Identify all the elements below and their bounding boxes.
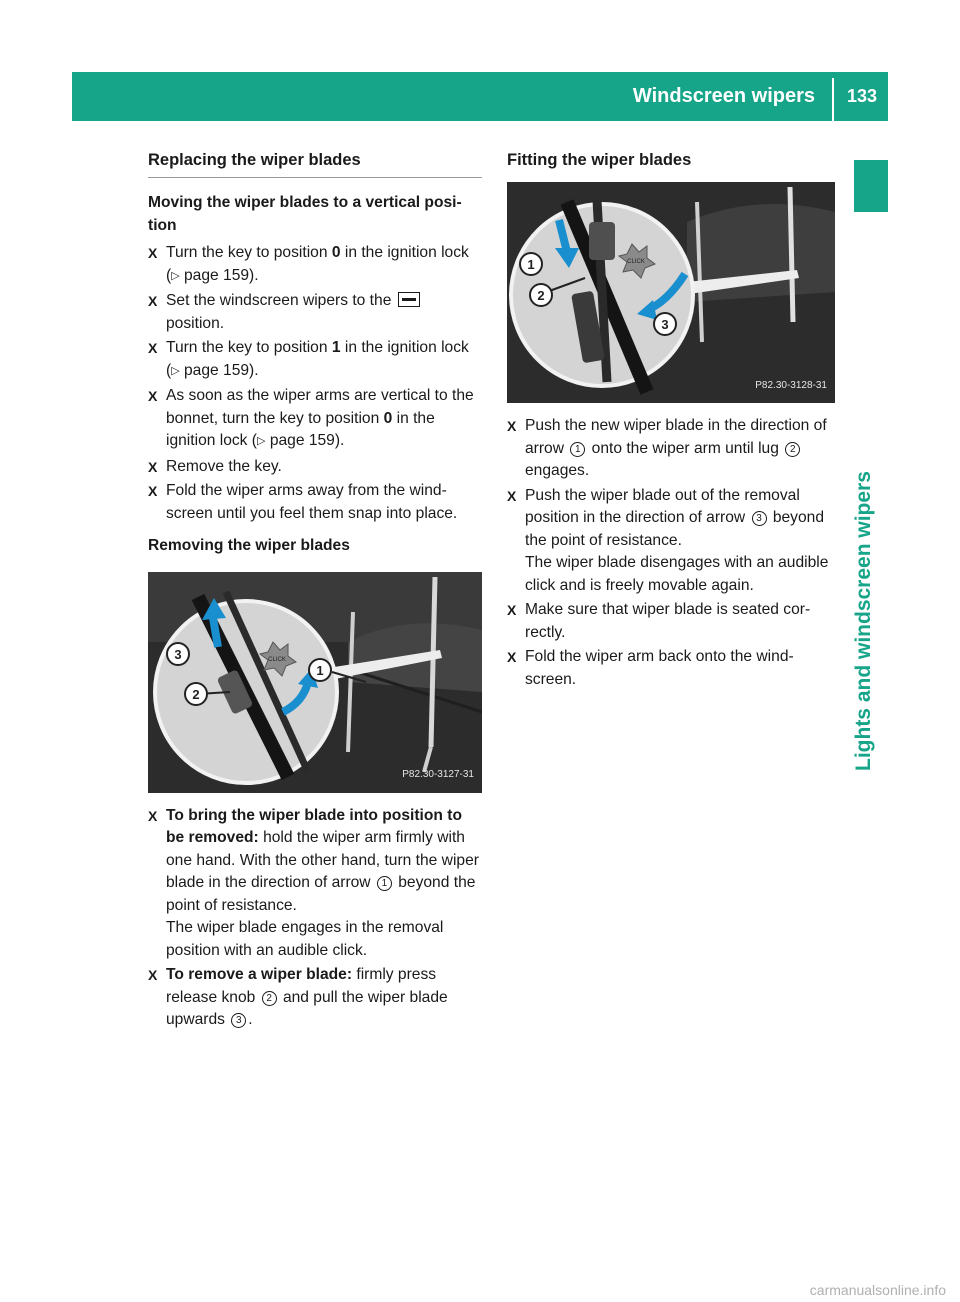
callout-3-inline: 3 bbox=[752, 511, 767, 526]
position-value: 1 bbox=[331, 339, 341, 356]
page-ref-link[interactable]: page 159). bbox=[179, 266, 259, 284]
step-remove-key: X Remove the key. bbox=[148, 456, 482, 479]
step-text: hold the wiper arm firmly with one hand. With the other hand, turn the wiper blade in the direction of arrow bbox=[166, 829, 479, 891]
page-ref-icon: ▷ bbox=[171, 364, 180, 377]
callout-3: 3 bbox=[661, 317, 669, 332]
figure-id: P82.30-3128-31 bbox=[755, 379, 827, 391]
step-bold: To bring the wiper blade into position to be removed: bbox=[166, 806, 462, 846]
callout-2: 2 bbox=[537, 288, 545, 303]
callout-3-inline: 3 bbox=[231, 1013, 246, 1028]
step-text: onto the wiper arm until lug bbox=[587, 439, 784, 457]
step-note: The wiper blade engages in the removal position with an audible click. bbox=[166, 919, 444, 959]
step-text: Turn the key to position bbox=[166, 339, 332, 356]
removing-heading: Removing the wiper blades bbox=[148, 537, 350, 554]
step-key-position-0 bbox=[148, 242, 482, 288]
step-note: The wiper blade disengages with an audible click and is freely movable again. bbox=[525, 554, 829, 594]
header-divider bbox=[832, 78, 834, 121]
step-key-position-1 bbox=[148, 337, 482, 383]
step-text: position. bbox=[166, 314, 225, 332]
vertical-heading: Moving the wiper blades to a vertical posi-tion bbox=[148, 194, 462, 234]
header-title: Windscreen wipers bbox=[632, 85, 815, 107]
step-text: Set the windscreen wipers to the bbox=[166, 292, 396, 309]
callout-2-inline: 2 bbox=[262, 991, 277, 1006]
step-push-new-blade bbox=[507, 415, 835, 483]
step-fold-back: X Fold the wiper arm back onto the wind-screen. bbox=[507, 646, 835, 691]
fitting-heading: Fitting the wiper blades bbox=[507, 151, 692, 169]
position-value: 0 bbox=[331, 244, 341, 261]
page-ref-link[interactable]: page 159). bbox=[265, 432, 345, 449]
footer-url[interactable]: carmanualsonline.info bbox=[809, 1282, 946, 1298]
step-text: in the ignition lock ( bbox=[166, 244, 469, 284]
callout-1: 1 bbox=[316, 662, 324, 678]
page-ref-icon: ▷ bbox=[171, 269, 180, 282]
step-text: As soon as the wiper arms are vertical to the bonnet, turn the key to position bbox=[166, 387, 474, 427]
position-value: 0 bbox=[383, 409, 393, 427]
step-text: . bbox=[248, 1011, 253, 1028]
step-bold: To remove a wiper blade: bbox=[166, 966, 353, 983]
callout-1-inline: 1 bbox=[377, 876, 392, 891]
callout-1: 1 bbox=[527, 257, 535, 272]
removing-illustration bbox=[148, 572, 482, 793]
fitting-illustration bbox=[507, 182, 835, 403]
step-text: Push the new wiper blade in the direction of arrow bbox=[525, 417, 827, 457]
callout-2: 2 bbox=[192, 686, 200, 702]
step-text: engages. bbox=[525, 462, 590, 479]
step-text: firmly press release knob bbox=[166, 966, 437, 1006]
step-text: and pull the wiper blade upwards bbox=[166, 988, 448, 1028]
callout-2-inline: 2 bbox=[785, 442, 800, 457]
click-label: CLICK bbox=[268, 656, 286, 663]
step-push-out bbox=[507, 485, 835, 598]
left-column bbox=[148, 148, 482, 1034]
step-set-wipers bbox=[148, 290, 482, 335]
step-text: Push the wiper blade out of the removal position in the direction of arrow bbox=[525, 486, 800, 526]
step-text: beyond the point of resistance. bbox=[525, 509, 824, 549]
title-rule bbox=[148, 177, 482, 178]
click-label: CLICK bbox=[627, 259, 645, 265]
figure-id: P82.30-3127-31 bbox=[402, 769, 474, 780]
side-chapter-label: Lights and windscreen wipers bbox=[852, 471, 875, 771]
page-ref-icon: ▷ bbox=[257, 435, 266, 447]
step-text: in the ignition lock ( bbox=[166, 409, 435, 449]
callout-1-inline: 1 bbox=[570, 442, 585, 457]
step-text: in the ignition lock ( bbox=[166, 339, 469, 379]
side-tab bbox=[854, 160, 888, 212]
callout-3: 3 bbox=[174, 646, 182, 662]
removing-figure bbox=[148, 572, 482, 793]
step-text: beyond the point of resistance. bbox=[166, 874, 476, 914]
right-column bbox=[507, 148, 835, 693]
fitting-figure bbox=[507, 182, 835, 403]
step-wipers-vertical bbox=[148, 385, 482, 454]
header-bar bbox=[72, 72, 888, 121]
step-bring-into-position bbox=[148, 805, 482, 963]
page-number: 133 bbox=[846, 86, 878, 106]
step-text: Turn the key to position bbox=[166, 244, 332, 261]
page-ref-link[interactable]: page 159). bbox=[179, 361, 259, 379]
section-title: Replacing the wiper blades bbox=[148, 151, 361, 169]
step-fold-arms: X Fold the wiper arms away from the wind-screen until you feel them snap into place. bbox=[148, 480, 482, 525]
wiper-off-switch-icon bbox=[398, 292, 420, 307]
step-check-seated: X Make sure that wiper blade is seated cor-rectly. bbox=[507, 599, 835, 644]
step-remove-blade bbox=[148, 964, 482, 1032]
